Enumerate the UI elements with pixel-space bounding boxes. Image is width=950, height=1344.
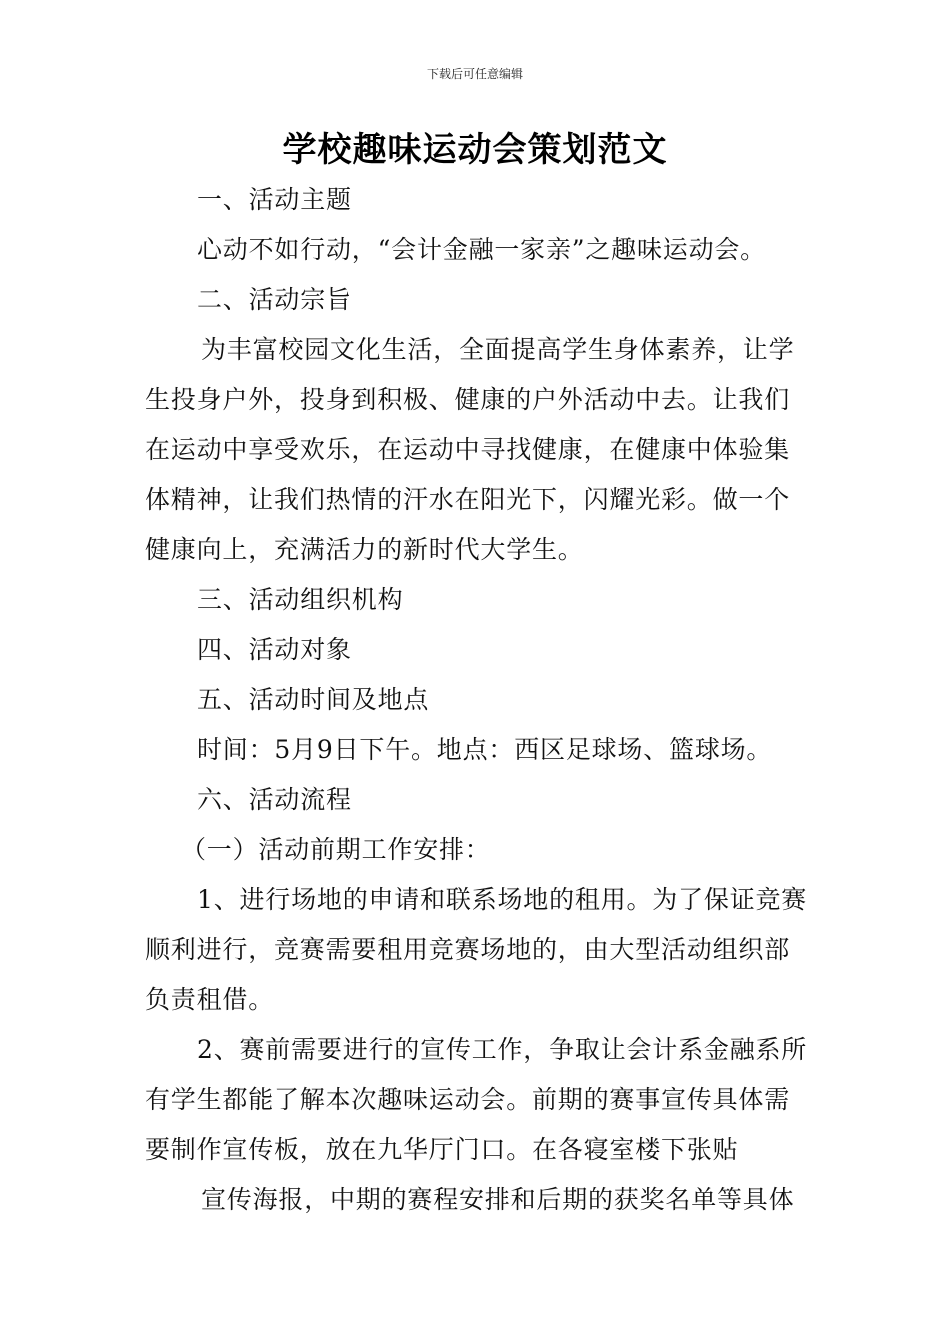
paragraph-line: 宣传海报，中期的赛程安排和后期的获奖名单等具体 <box>201 1185 795 1214</box>
paragraph-line: 要制作宣传板，放在九华厅门口。在各寝室楼下张贴 <box>145 1135 739 1164</box>
section-heading-theme: 一、活动主题 <box>197 185 352 214</box>
paragraph-line: 在运动中享受欢乐，在运动中寻找健康，在健康中体验集 <box>145 435 791 464</box>
section-heading-process: 六、活动流程 <box>197 785 352 814</box>
paragraph-line: 心动不如行动，“会计金融一家亲”之趣味运动会。 <box>197 235 766 264</box>
paragraph-line: 为丰富校园文化生活，全面提高学生身体素养，让学 <box>201 335 795 364</box>
section-heading-time-place: 五、活动时间及地点 <box>197 685 430 714</box>
section-heading-organization: 三、活动组织机构 <box>197 585 404 614</box>
section-heading-purpose: 二、活动宗旨 <box>197 285 352 314</box>
document-body <box>145 175 810 1225</box>
paragraph-line: 2、赛前需要进行的宣传工作，争取让会计系金融系所 <box>197 1035 808 1064</box>
paragraph-line: 有学生都能了解本次趣味运动会。前期的赛事宣传具体需 <box>145 1085 791 1114</box>
paragraph-line: 1、进行场地的申请和联系场地的租用。为了保证竞赛 <box>197 885 808 914</box>
paragraph-line: 时间：5月9日下午。地点：西区足球场、篮球场。 <box>197 735 773 764</box>
subsection-heading: （一）活动前期工作安排： <box>181 835 491 864</box>
paragraph-line: 负责租借。 <box>145 985 275 1014</box>
paragraph-line: 体精神，让我们热情的汗水在阳光下，闪耀光彩。做一个 <box>145 485 791 514</box>
section-heading-audience: 四、活动对象 <box>197 635 352 664</box>
paragraph-line: 生投身户外，投身到积极、健康的户外活动中去。让我们 <box>145 385 791 414</box>
paragraph-line: 顺利进行，竞赛需要租用竞赛场地的，由大型活动组织部 <box>145 935 791 964</box>
document-title: 学校趣味运动会策划范文 <box>282 130 668 170</box>
header-note: 下载后可任意编辑 <box>426 67 523 81</box>
paragraph-line: 健康向上，充满活力的新时代大学生。 <box>145 535 584 564</box>
